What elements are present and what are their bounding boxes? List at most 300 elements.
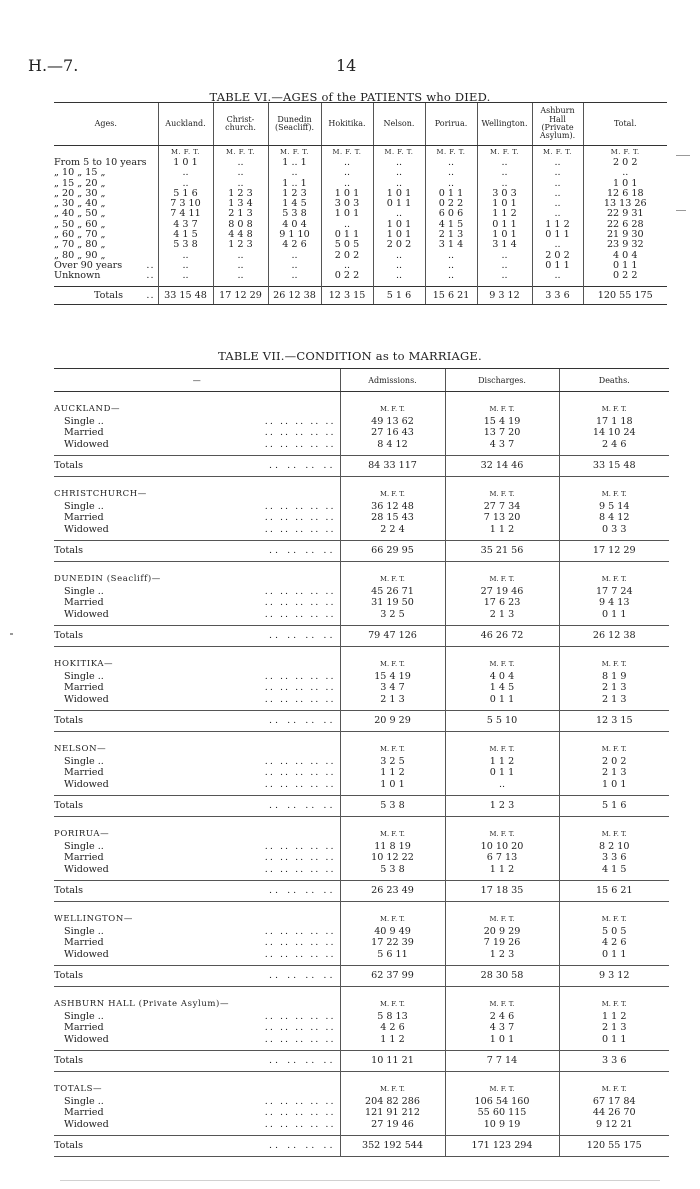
count-cell: 9 12 21 [559,1119,669,1131]
total-count-cell: 28 30 58 [445,966,559,987]
count-cell: .. [158,271,213,281]
mft-label: M. F. T. [158,146,213,159]
spacer-cell [445,987,559,996]
count-cell: 0 1 1 [532,230,583,240]
age-range-cell [54,261,158,271]
spacer-cell [445,392,559,401]
mft-label: M. F. T. [445,485,559,501]
marital-status-row [54,767,669,779]
marital-status-label: Widowed [64,863,109,875]
count-cell: 1 0 1 [583,179,667,189]
count-cell: 5 1 6 [158,189,213,199]
count-cell: .. [321,220,373,230]
totals-label-cell [54,1051,340,1072]
marital-status-label: Married [64,597,104,608]
table7-header-row [54,369,669,392]
count-cell: .. [532,189,583,199]
count-cell: 3 4 7 [340,682,445,694]
count-cell: .. [532,158,583,168]
leader-dots: .. .. .. .. .. [264,925,336,937]
total-count-cell: 46 26 72 [445,626,559,647]
marital-status-cell [54,767,340,779]
institution-name: HOKITIKA— [54,659,114,669]
marital-status-row [54,512,669,524]
count-cell: 2 1 3 [559,1022,669,1034]
marital-status-row [54,694,669,706]
count-cell: 2 0 2 [373,240,425,250]
marital-status-row [54,501,669,513]
count-cell: 1 0 1 [445,1034,559,1046]
count-cell: 9 4 13 [559,597,669,609]
marital-status-row [54,864,669,876]
count-cell: 17 6 23 [445,597,559,609]
count-cell: .. [532,240,583,250]
count-cell: 7 3 10 [158,199,213,209]
count-cell: 5 3 8 [268,209,321,219]
totals-label-cell [54,796,340,817]
count-cell: 27 19 46 [445,586,559,598]
mft-label: M. F. T. [321,146,373,159]
count-cell: 2 1 3 [340,694,445,706]
count-cell: 27 16 43 [340,427,445,439]
total-count-cell: 66 29 95 [340,541,445,562]
leader-dots: .. .. .. .. .. [264,682,336,693]
institution-name: DUNEDIN (Seacliff)— [54,574,161,584]
institution-row [54,995,669,1011]
age-range-label: „ 50 „ 60 „ [54,219,106,230]
leader-dots: .. .. .. .. [268,1055,336,1066]
mft-label: M. F. T. [445,910,559,926]
age-range-label: „ 40 „ 50 „ [54,209,106,220]
count-cell: 2 1 3 [425,230,477,240]
total-count-cell: 1 2 3 [445,796,559,817]
count-cell: 0 1 1 [373,199,425,209]
count-cell: 1 1 2 [445,756,559,768]
count-cell: 15 4 19 [340,671,445,683]
count-cell: 49 13 62 [340,416,445,428]
count-cell: 1 4 5 [268,199,321,209]
count-cell: 6 0 6 [425,209,477,219]
age-range-label: Unknown [54,271,101,282]
marital-status-label: Married [64,767,104,778]
marital-status-cell [54,1022,340,1034]
count-cell: 4 3 7 [158,220,213,230]
total-count-cell: 17 18 35 [445,881,559,902]
spacer-cell [559,477,669,486]
marital-status-label: Married [64,682,104,693]
count-cell: 6 7 13 [445,852,559,864]
marital-status-row [54,1022,669,1034]
totals-label: Totals [54,1055,83,1066]
count-cell: 27 19 46 [340,1119,445,1131]
total-count-cell: 12 3 15 [321,286,373,304]
count-cell: 1 0 1 [158,158,213,168]
count-cell: .. [425,261,477,271]
mft-label: M. F. T. [340,570,445,586]
count-cell: 11 8 19 [340,841,445,853]
table6-row [54,240,667,250]
count-cell: 5 3 8 [158,240,213,250]
total-count-cell: 12 3 15 [559,711,669,732]
count-cell: 0 1 1 [559,949,669,961]
count-cell: 0 1 1 [425,189,477,199]
totals-label-cell [54,456,340,477]
count-cell: 1 0 1 [373,189,425,199]
totals-label: Totals [54,970,83,981]
spacer-cell [340,392,445,401]
group-totals-row [54,711,669,732]
spacer-cell [559,562,669,571]
leader-dots: .. .. .. .. [268,630,336,641]
count-cell: 4 2 6 [268,240,321,250]
leader-dots: .. .. .. .. .. [264,693,336,705]
institution-row [54,825,669,841]
leader-dots: .. .. .. .. .. [264,1107,336,1118]
count-cell: .. [158,251,213,261]
marital-status-cell [54,756,340,768]
leader-dots: .. .. .. .. [268,545,336,556]
count-cell: 7 4 11 [158,209,213,219]
count-cell: .. [321,158,373,168]
table6-row [54,189,667,199]
count-cell: 5 6 11 [340,949,445,961]
spacer-cell [559,1072,669,1081]
count-cell: 10 9 19 [445,1119,559,1131]
count-cell: 45 26 71 [340,586,445,598]
table6-title: TABLE VI.—AGES of the PATIENTS who DIED. [209,90,491,104]
age-range-label: Over 90 years [54,260,123,271]
marital-status-cell [54,779,340,791]
marital-status-row [54,671,669,683]
count-cell: 12 6 18 [583,189,667,199]
count-cell: 3 1 4 [425,240,477,250]
marital-status-cell [54,586,340,598]
marital-status-cell [54,1119,340,1131]
spacer-cell [54,1072,340,1081]
table6-row [54,168,667,178]
count-cell: .. [477,271,532,281]
leader-dots: .. .. .. .. .. [264,1010,336,1022]
totals-label-cell [54,966,340,987]
totals-label-cell [54,541,340,562]
count-cell: 4 1 5 [559,864,669,876]
mft-label: M. F. T. [559,910,669,926]
count-cell: 2 4 6 [559,439,669,451]
count-cell: .. [477,168,532,178]
institution-row [54,655,669,671]
age-range-label: „ 70 „ 80 „ [54,240,106,251]
count-cell: 1 1 2 [477,209,532,219]
leader-dots: .. .. .. .. .. [264,1118,336,1130]
institution-row [54,400,669,416]
count-cell: 8 1 9 [559,671,669,683]
leader-dots: .. .. .. .. .. [264,863,336,875]
count-cell: .. [158,168,213,178]
marital-status-label: Married [64,512,104,523]
leader-dots: .. .. .. .. .. [264,937,336,948]
leader-dots: .. .. .. .. .. [264,778,336,790]
count-cell: 55 60 115 [445,1107,559,1119]
institution-name: ASHBURN HALL (Private Asylum)— [54,999,230,1009]
count-cell: .. [425,158,477,168]
leader-dots: .. .. .. .. .. [264,438,336,450]
marital-status-label: Widowed [64,693,109,705]
count-cell: 7 19 26 [445,937,559,949]
count-cell: 40 9 49 [340,926,445,938]
spacer-row [54,1072,669,1081]
mft-label: M. F. T. [559,825,669,841]
marital-status-label: Single .. [64,670,104,682]
count-cell: 10 12 22 [340,852,445,864]
table6-ages-of-patients-who-died [54,102,667,305]
total-count-cell: 26 12 38 [268,286,321,304]
count-cell: .. [373,168,425,178]
age-range-label: „ 10 „ 15 „ [54,168,106,179]
count-cell: .. [268,168,321,178]
table6-col-header: Auckland. [158,103,213,146]
count-cell: 3 0 3 [477,189,532,199]
count-cell: 2 1 3 [213,209,268,219]
marital-status-label: Married [64,1022,104,1033]
group-totals-row [54,626,669,647]
table6-row [54,209,667,219]
count-cell: .. [373,179,425,189]
count-cell: 15 4 19 [445,416,559,428]
table7-body [54,392,669,1157]
count-cell: 1 0 1 [321,189,373,199]
marital-status-label: Widowed [64,1033,109,1045]
total-count-cell: 5 1 6 [559,796,669,817]
count-cell: .. [425,179,477,189]
total-count-cell: 15 6 21 [559,881,669,902]
leader-dots: .. .. .. .. .. [264,1095,336,1107]
table6-totals-row [54,286,667,304]
marital-status-cell [54,841,340,853]
leader-dots: .. .. .. .. .. [264,840,336,852]
spacer-cell [445,1072,559,1081]
marital-status-cell [54,694,340,706]
leader-dots: .. .. .. .. .. [264,512,336,523]
total-count-cell: 9 3 12 [559,966,669,987]
spacer-cell [340,732,445,741]
count-cell: 2 0 2 [532,251,583,261]
count-cell: 14 10 24 [559,427,669,439]
spacer-cell [54,817,340,826]
total-count-cell: 35 21 56 [445,541,559,562]
age-range-cell [54,240,158,250]
count-cell: .. [425,251,477,261]
count-cell: 4 4 8 [213,230,268,240]
spacer-cell [54,902,340,911]
group-totals-row [54,966,669,987]
count-cell: 23 9 32 [583,240,667,250]
leader-dots: .. [146,289,155,301]
count-cell: 8 4 12 [340,439,445,451]
count-cell: 17 7 24 [559,586,669,598]
marital-status-label: Single .. [64,840,104,852]
count-cell: 1 0 1 [321,209,373,219]
count-cell: .. [213,158,268,168]
marital-status-cell [54,926,340,938]
leader-dots: .. .. .. .. .. [264,767,336,778]
mft-label: M. F. T. [559,485,669,501]
spacer-row [54,902,669,911]
totals-label: Totals [94,289,123,301]
count-cell: 2 1 3 [559,694,669,706]
count-cell: 5 0 5 [321,240,373,250]
institution-row [54,570,669,586]
count-cell: 4 3 7 [445,439,559,451]
leader-dots: .. .. .. .. .. [264,670,336,682]
marital-status-label: Widowed [64,608,109,620]
marital-status-row [54,1119,669,1131]
count-cell: .. [268,251,321,261]
marital-status-label: Single .. [64,925,104,937]
count-cell: .. [268,271,321,281]
count-cell: 67 17 84 [559,1096,669,1108]
count-cell: 5 8 13 [340,1011,445,1023]
institution-name: TOTALS— [54,1084,103,1094]
marital-status-row [54,439,669,451]
spacer-cell [54,392,340,401]
count-cell: 1 1 2 [340,1034,445,1046]
table6-row [54,271,667,281]
mft-label: M. F. T. [559,740,669,756]
marital-status-row [54,1011,669,1023]
leader-dots: .. .. .. .. .. [264,415,336,427]
marital-status-row [54,682,669,694]
count-cell: .. [213,271,268,281]
count-cell: 1 4 5 [445,682,559,694]
count-cell: 8 2 10 [559,841,669,853]
count-cell: .. [532,168,583,178]
mft-label: M. F. T. [559,995,669,1011]
marital-status-label: Single .. [64,500,104,512]
spacer-cell [559,647,669,656]
marital-status-cell [54,609,340,621]
spacer-cell [559,392,669,401]
count-cell: 9 5 14 [559,501,669,513]
count-cell: 4 1 5 [158,230,213,240]
spacer-cell [445,732,559,741]
count-cell: 1 1 2 [532,220,583,230]
spacer-cell [340,477,445,486]
marital-status-row [54,949,669,961]
spacer-cell [559,987,669,996]
mft-label: M. F. T. [445,995,559,1011]
total-count-cell: 5 5 10 [445,711,559,732]
count-cell: 4 2 6 [340,1022,445,1034]
marital-status-cell [54,597,340,609]
institution-row [54,1080,669,1096]
mft-label: M. F. T. [559,400,669,416]
marital-status-cell [54,524,340,536]
leader-dots: .. .. .. .. .. [264,523,336,535]
spacer-cell [445,902,559,911]
count-cell: 2 2 4 [340,524,445,536]
count-cell: 31 19 50 [340,597,445,609]
count-cell: 121 91 212 [340,1107,445,1119]
count-cell: 1 0 1 [373,220,425,230]
count-cell: .. [213,179,268,189]
total-count-cell: 17 12 29 [559,541,669,562]
count-cell: 8 0 8 [213,220,268,230]
marital-status-cell [54,439,340,451]
marital-status-cell [54,1011,340,1023]
mft-label: M. F. T. [445,1080,559,1096]
leader-dots: .. .. .. .. [268,885,336,896]
totals-label: Totals [54,545,83,556]
count-cell: .. [477,251,532,261]
total-count-cell: 7 7 14 [445,1051,559,1072]
count-cell: 1 1 2 [559,1011,669,1023]
count-cell: 0 2 2 [321,271,373,281]
group-totals-row [54,1136,669,1157]
count-cell: 36 12 48 [340,501,445,513]
mft-label: M. F. T. [213,146,268,159]
table6-col-header: Porirua. [425,103,477,146]
count-cell: 4 2 6 [559,937,669,949]
institution-row [54,740,669,756]
table6-row [54,199,667,209]
count-cell: 17 1 18 [559,416,669,428]
spacer-row [54,987,669,996]
institution-name: CHRISTCHURCH— [54,489,147,499]
count-cell: 4 3 7 [445,1022,559,1034]
totals-label-cell [54,881,340,902]
count-cell: .. [532,271,583,281]
marital-status-row [54,926,669,938]
marital-status-label: Widowed [64,778,109,790]
marital-status-cell [54,852,340,864]
marital-status-label: Married [64,937,104,948]
marital-status-row [54,609,669,621]
count-cell: 17 22 39 [340,937,445,949]
marital-status-cell [54,1034,340,1046]
count-cell: 3 2 5 [340,756,445,768]
total-count-cell: 120 55 175 [559,1136,669,1157]
count-cell: 0 1 1 [445,767,559,779]
count-cell: 0 1 1 [559,609,669,621]
page-bottom-rule [60,1180,660,1181]
count-cell: .. [425,271,477,281]
count-cell: 1 3 4 [213,199,268,209]
group-totals-row [54,1051,669,1072]
table6-row [54,158,667,168]
count-cell: 0 1 1 [477,220,532,230]
mft-label: M. F. T. [373,146,425,159]
group-totals-row [54,881,669,902]
spacer-cell [445,647,559,656]
count-cell: 1 1 2 [340,767,445,779]
total-count-cell: 26 12 38 [559,626,669,647]
marital-status-cell [54,682,340,694]
spacer-cell [54,732,340,741]
total-count-cell: 5 3 8 [340,796,445,817]
mft-label: M. F. T. [268,146,321,159]
leader-dots: .. .. .. .. [268,1140,336,1151]
count-cell: 2 1 3 [559,767,669,779]
marital-status-label: Single .. [64,1010,104,1022]
marital-status-row [54,524,669,536]
count-cell: 1 0 1 [373,230,425,240]
spacer-row [54,732,669,741]
total-count-cell: 17 12 29 [213,286,268,304]
leader-dots: .. .. .. .. .. [264,608,336,620]
institution-name: WELLINGTON— [54,914,133,924]
count-cell: 1 2 3 [445,949,559,961]
count-cell: 204 82 286 [340,1096,445,1108]
